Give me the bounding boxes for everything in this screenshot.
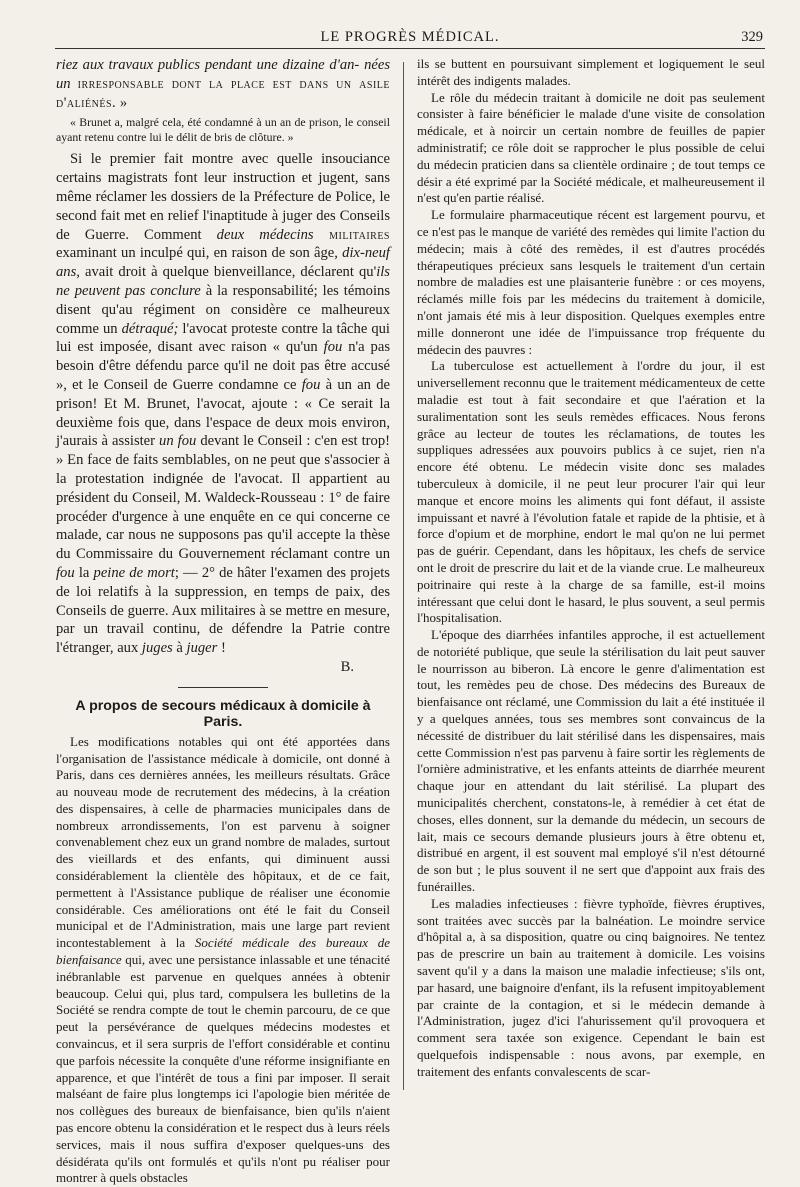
p1-j: l'avocat proteste contre la tâche qui lui est imposée, disant avec raison « qu'un	[56, 320, 390, 356]
p2-b: Société médicale des bureaux de bienfaisance	[56, 935, 391, 968]
p1-n: à un an de prison! Et M. Brunet, l'avocat, ajoute : « Ce serait la deuxième fois que, dans l'espace de deux mois environ, j'aurais à assister	[56, 376, 390, 450]
right-paragraph-4: La tuberculose est actuellement à l'ordre du jour, il est universellement reconnu que le traitement médicamenteux de cette maladie est tout à fait secondaire et que l'aération et la suralimentation sont les seuls remèdes efficaces. Nous ferons grâce au lecteur de toutes les réclamations, de toutes les suppliques adressées aux pouvoirs publics à ce sujet, rien n'a encore été obtenu. Le médecin visite donc ses malades tuberculeux à domicile, il ne peut leur procurer l'air qui leur manque et encore moins les aliments qui font défaut, il assiste impuissant et navré à l'évolution fatale et rapide de la phtisie, et à force d'opium et de morphine, endort le mal qu'on ne lui permet pas de guérir. Cependant, dans les hôpitaux, les chefs de service ont le droit de prescrire du lait et de la viande crue. Le malheureux poitrinaire qui reste à la charge de sa famille, est-il moins intéressant que celui dont le hasard, le plus souvent, a seul permis l'hospitalisation.	[417, 358, 765, 626]
p1-k: fou	[323, 339, 343, 356]
p1-p: devant le Conseil : c'en est trop! » En face de faits semblables, on ne peut que s'associer à la protestation indignée de l'avocat. Il appartient au président du Conseil, M. Waldeck-Rousseau : 1° de faire procéder d'urgence à une enquête en ce qui concerne ce malade, car nous ne supposons pas qu'il accepte la thèse du Commissaire du Gouvernement réclamant contre un	[56, 433, 390, 563]
article-signature: B.	[340, 658, 354, 675]
paragraph-conseils-de-guerre	[56, 150, 390, 658]
p2-c: qui, avec une persistance inlassable et une ténacité inébranlable est parvenue en quelques années à obtenir beaucoup. Celui qui, plus tard, compulsera les bulletins de la Société se rendra compte de tout le chemin parcouru, de ce que peut la persévérance de quelques médecins modestes et convaincus, et il sera surpris de l'effort considérable et continu que parfois nécessite la conquête d'une réforme insignifiante en apparence, et que l'intérêt de tous a fini par imposer. Il serait malséant de faire plus longtemps ici l'apologie bien méritée de nos collègues des bureaux de bienfaisance, bien qu'ils n'aient pas encore obtenu la considération et le respect dus à leurs réels services, mais il nous suffira d'exposer quelques-uns des désidérata qu'ils ont formulés et qu'ils n'ont pu réaliser pour montrer à quels obstacles	[56, 952, 390, 1186]
right-paragraph-1: ils se buttent en poursuivant simplement et logiquement le seul intérêt des indigents malades.	[417, 56, 765, 88]
p2-a: Les modifications notables qui ont été apportées dans l'organisation de l'assistance médicale à domicile, ont donné à Paris, dans ces dernières années, les meilleurs résultats. Grâce au nouveau mode de recrutement des médecins, à la création des dispensaires, à celle de pharmacies municipales dans de nombreux arrondissements, l'on est parvenu à soigner convenablement chez eux un grand nombre de malades, surtout des vieillards et des enfants, qui diminuent aussi considérablement la clientèle des hôpitaux, et de ce fait, permettent à l'Assistance publique de réaliser une économie considérable. Ces améliorations ont été le fait du Conseil municipal et de l'Administration, mais une large part revient incontestablement à la	[56, 733, 390, 951]
right-paragraph-3: Le formulaire pharmaceutique récent est largement pourvu, et ce n'est pas le manque de variété des remèdes qui limite l'action du médecin; mais à côté des remèdes, il est d'autres procédés thérapeutiques précieux sans lesquels le traitement d'un certain nombre de maladies est une plaisanterie funèbre : or ces moyens, réclamés mille fois par les médecins du traitement à domicile, n'ont jamais été mis à leur disposition. Quelques exemples entre mille donneront une idée de l'impuissance trop fréquente du médecin des pauvres :	[417, 207, 765, 357]
p1-o: un fou	[159, 433, 197, 450]
p1-d: examinant un inculpé qui, en raison de son âge,	[56, 245, 343, 262]
article-title: A propos de secours médicaux à domicile à Paris.	[75, 697, 371, 730]
p1-g: ils ne peuvent pas conclure	[56, 264, 390, 299]
quote-continuation	[56, 56, 390, 112]
p1-u: juges	[141, 640, 173, 657]
right-paragraph-5: L'époque des diarrhées infantiles approche, il est actuellement de notoriété publique, que seule la stérilisation du lait peut sauver le nourrisson au biberon. Là encore le genre d'alimentation est tout, les remèdes peu de chose. Des médecins des Bureaux de bienfaisance ont réclamé, une Commission du lait a été instituée il y a quelques années, tous ses membres sont convaincus de la nécessité de distribuer du lait stérilisé dans les dispensaires, mais cette Commission n'est pas parvenu à faire sortir les règlements de l'ornière administrative, et les enfants atteints de diarrhée meurent chaque jour en attendant du lait stérilisé. La plupart des municipalités cherchent, constatons-le, à remédier à cet état de choses, elles donnent, sur la demande du médecin, un secours de lait, mais ce secours demande plusieurs jours à être obtenu et, distribué en argent, il est souvent mal employé s'il n'est détourné de son but ; le plus souvent il ne sert que d'appoint aux frais des funérailles.	[417, 627, 765, 895]
p1-b: deux médecins	[216, 226, 314, 243]
p1-s: peine de mort	[93, 564, 175, 581]
p1-e: dix-neuf ans,	[56, 245, 390, 281]
right-paragraph-2: Le rôle du médecin traitant à domicile ne doit pas seulement consister à faire bénéficier le malade d'une visite de consolation médicale, et à noircir un certain nombre de feuilles de papier administratif; ce rôle doit se rapprocher le plus possible de celui du médecin praticien dans sa clientèle ordinaire ; de tout temps ce désir a été exprimé par la Société médicale, et malheureusement il n'est qu'en partie réalisé.	[417, 89, 765, 206]
journal-title: LE PROGRÈS MÉDICAL.	[320, 29, 500, 45]
p1-x: !	[217, 640, 226, 657]
p1-v: à	[172, 640, 187, 657]
p1-w: juger	[186, 640, 218, 657]
right-column	[417, 56, 765, 1096]
paragraph-secours-medicaux	[56, 734, 390, 1187]
p1-m: fou	[301, 376, 321, 393]
p1-a: Si le premier fait montre avec quelle insouciance certains magistrats font leur instruction et jugent, sans même réclamer les dossiers de la Préfecture de Police, le second fait met en relief l'inaptitude à juger des Conseils de Guerre. Comment	[56, 151, 390, 243]
quote-part-1: riez aux travaux publics pendant une dizaine d'an-	[56, 57, 360, 73]
p1-f: avait droit à quelque bienveillance, déclarent qu'	[79, 264, 377, 281]
p1-r: la	[74, 564, 94, 581]
quoted-note: « Brunet a, malgré cela, été condamné à un an de prison, le conseil ayant retenu contre lui le délit de bris de clôture. »	[56, 115, 390, 144]
quote-close: »	[119, 94, 128, 111]
page-number: 329	[741, 29, 763, 45]
quote-smallcaps: irresponsable dont la place est dans un asile d'aliénés.	[56, 75, 390, 111]
p1-h: à la responsabilité; les témoins disent qu'au régiment on considère ce malheureux comme un	[56, 282, 390, 337]
p1-t: ; — 2° de hâter l'examen des projets de loi relatifs à la suppression, en temps de paix, des Conseils de guerre. Aux militaires à se mettre en mesure, par un travail continu, de défendre la Patrie contre l'étranger, aux	[56, 564, 390, 657]
article-separator-rule	[178, 687, 268, 688]
left-column	[56, 56, 391, 1186]
quote-part-2: nées un	[56, 57, 390, 92]
p1-i: détraqué;	[121, 320, 179, 337]
running-header	[55, 26, 765, 49]
right-paragraph-6: Les maladies infectieuses : fièvre typhoïde, fièvres éruptives, sont traitées avec succès par la balnéation. Le moindre service d'hôpital a, à sa disposition, quatre ou cinq baignoires. Ne tentez pas de prescrire un bain au traitement à domicile. Les voisins savent qu'il y a dans la maison une maladie infectieuse; s'ils ont, par hasard, une baignoire d'enfant, ils la refusent impitoyablement par crainte de la contagion, et si le médecin demande à l'Administration, jugez d'ici l'ahurissement qu'il provoquera et comment sera taxée son exigence. Cependant le bain est quelquefois indispensable : nous avons, par exemple, en traitement des enfants convalescents de scar-	[417, 895, 765, 1079]
p1-l: n'a pas besoin d'être défendu parce qu'il ne doit pas être accusé », et le Conseil de Guerre condamne ce	[56, 339, 390, 393]
column-divider	[403, 62, 404, 1090]
p1-c: militaires	[313, 226, 390, 243]
p1-q: fou	[56, 564, 75, 581]
